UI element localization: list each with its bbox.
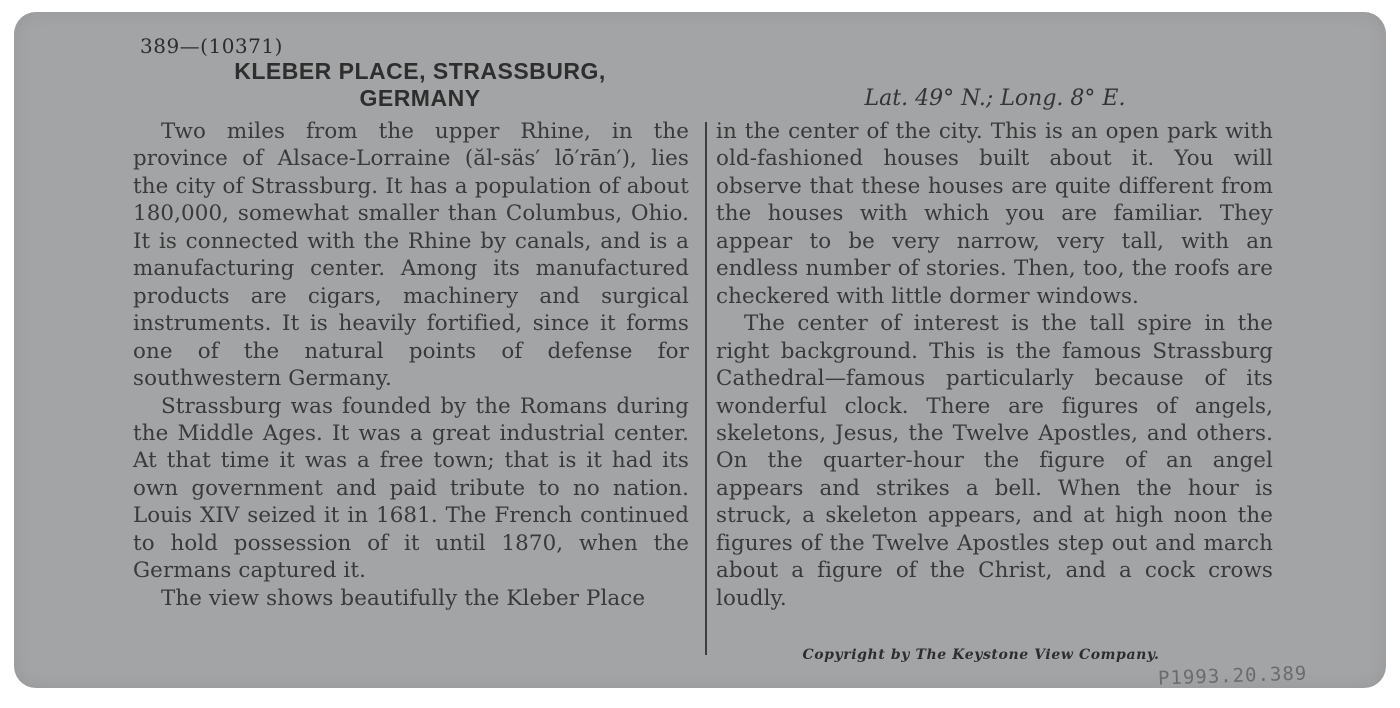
title-line-2: GERMANY bbox=[359, 85, 481, 111]
paragraph: Two miles from the upper Rhine, in the province of Alsace-Lorraine (ăl-säs′ lō̇′rān′), lies the city of Strassburg. It has a population of about 180,000, somewhat smaller than Columbus, Ohio. It is connected with the Rhine by canals, and is a manufacturing center. Among its manufactured products are cigars, machinery and surgical instruments. It is heavily fortified, since it forms one of the natural points of defense for southwestern Germany. bbox=[133, 119, 689, 392]
paragraph: Strassburg was founded by the Romans during the Middle Ages. It was a great industrial center. At that time it was a free town; that is it had its own government and paid tribute to no nation. Louis XIV seized it in 1681. The French continued to hold possession of it until 1870, when the Germans captured it. bbox=[133, 393, 689, 584]
column-divider bbox=[705, 122, 707, 655]
right-text-column bbox=[716, 118, 1273, 612]
title-line-1: KLEBER PLACE, STRASSBURG, bbox=[234, 58, 606, 84]
card-title bbox=[160, 58, 680, 112]
lat-long: Lat. 49° N.; Long. 8° E. bbox=[864, 86, 1126, 111]
left-text-column bbox=[133, 118, 689, 612]
paragraph: The center of interest is the tall spire in the right background. This is the famous Strassburg Cathedral—famous particularly because of its wonderful clock. There are figures of angels, skeletons, Jesus, the Twelve Apostles, and others. On the quarter-hour the figure of an angel appears and strikes a bell. When the hour is struck, a skeleton appears, and at high noon the figures of the Twelve Apostles step out and march about a figure of the Christ, and a cock crows loudly. bbox=[716, 311, 1273, 611]
paragraph: The view shows beautifully the Kleber Place bbox=[161, 585, 646, 611]
catalog-number: 389—(10371) bbox=[140, 34, 283, 58]
paragraph: in the center of the city. This is an open park with old-fashioned houses built about it. You will observe that these houses are quite different from the houses with which you are familiar. They appear to be very narrow, very tall, with an endless number of stories. Then, too, the roofs are checkered with little dormer windows. bbox=[716, 119, 1273, 309]
accession-number: P1993.20.389 bbox=[1157, 662, 1308, 690]
copyright-line: Copyright by The Keystone View Company. bbox=[802, 647, 1160, 663]
